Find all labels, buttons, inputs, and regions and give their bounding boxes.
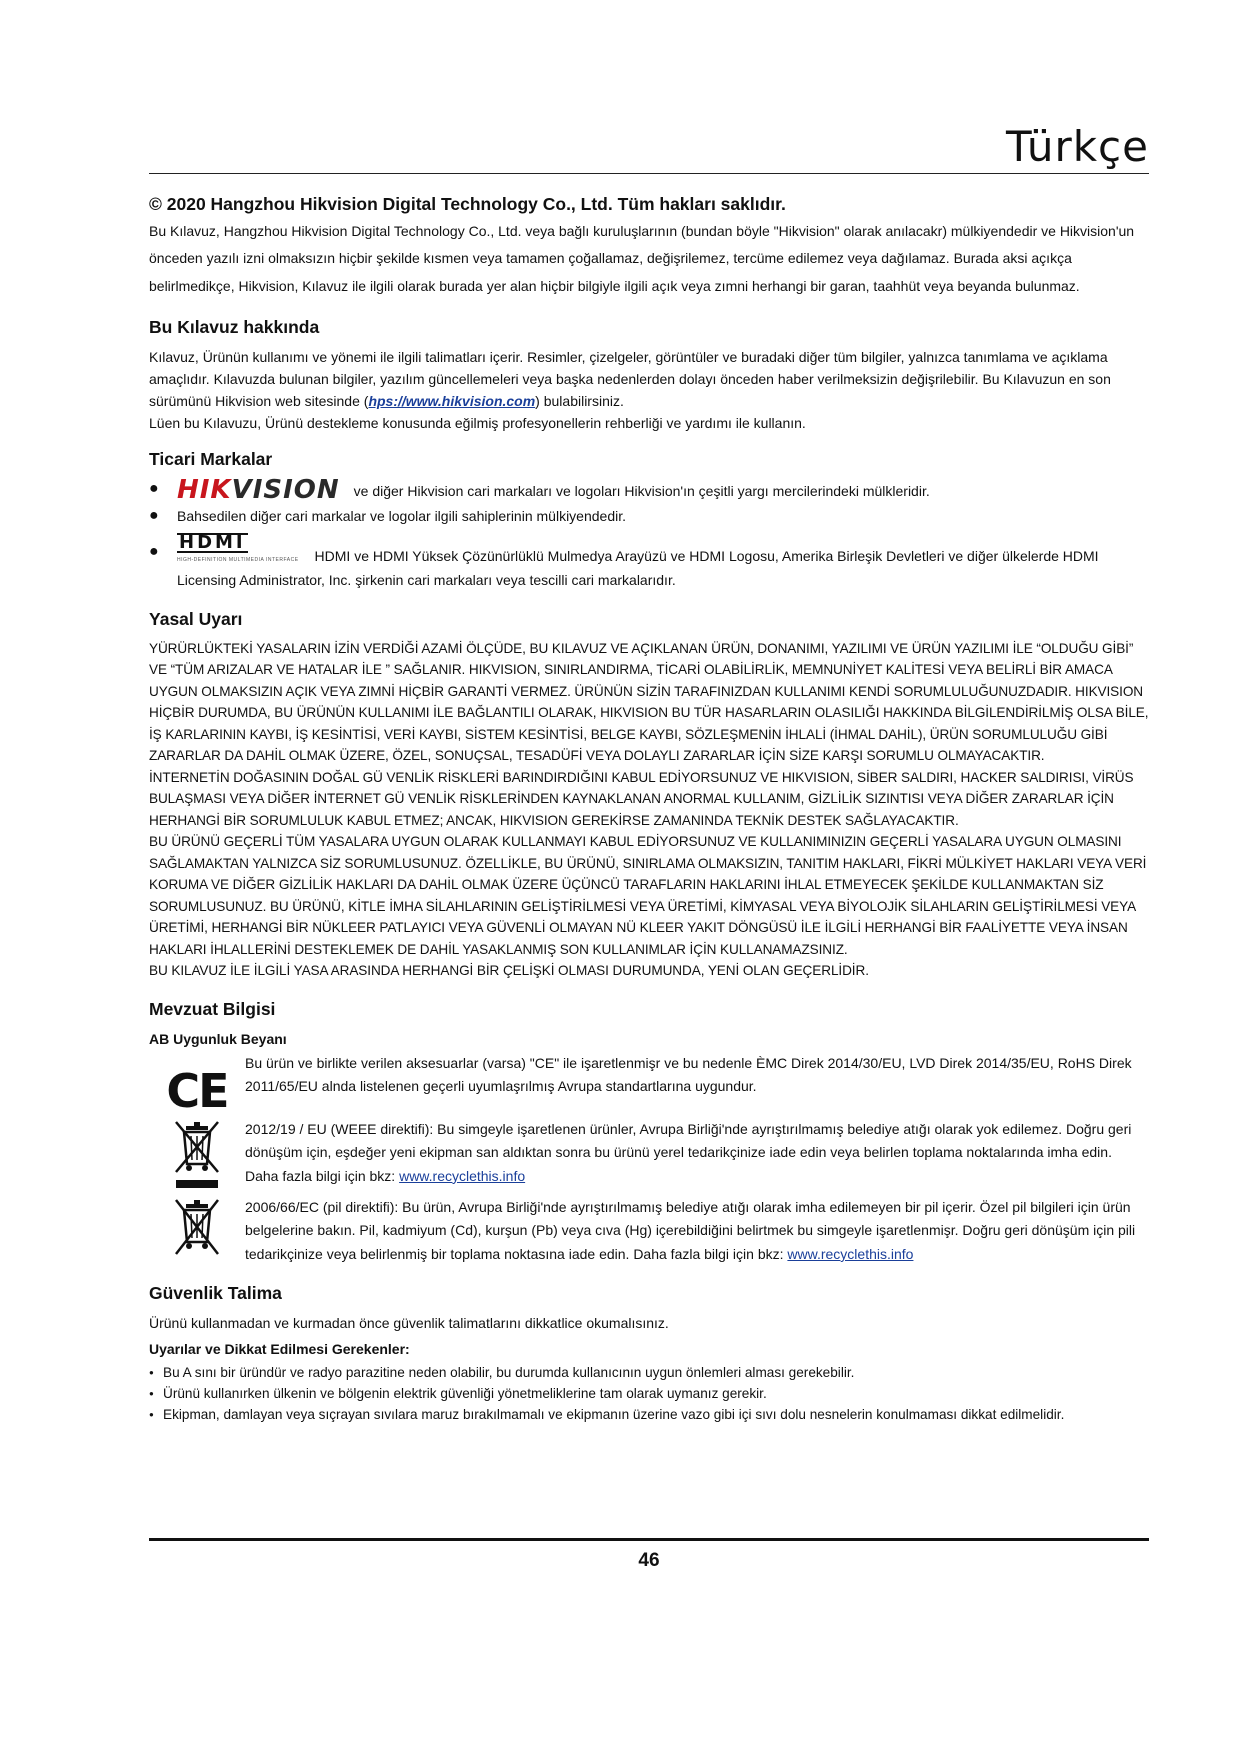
footer-divider — [149, 1538, 1149, 1541]
bullet-icon: ● — [149, 479, 159, 497]
about-text-before-link: Kılavuz, Ürünün kullanımı ve yönemi ile ilgili talimatları içerir. Resimler, çizelgeler, görüntüler ve buradaki diğer tüm bilgiler, yalnızca tanımlama ve açıklama amaçlıdır. Kılavuzda bulunan bilgiler, yazılım güncellemeleri veya başka nedenlerden dolayı önceden haber verilmeksizin değişrilebilir. Bu Kılavuzun en son sürümünü Hikvision web sitesinde ( — [149, 348, 1111, 409]
trademark-other-text: Bahsedilen diğer cari markalar ve logolar ilgili sahiplerinin mülkiyendedir. — [177, 507, 626, 524]
weee-declaration — [149, 1118, 1149, 1192]
bullet-icon: ● — [149, 506, 159, 524]
eu-conformity-heading: AB Uygunluk Beyanı — [149, 1030, 287, 1047]
hdmi-logo: HDMI HIGH-DEFINITION MULTIMEDIA INTERFACE — [177, 531, 299, 563]
weee-text: 2012/19 / EU (WEEE direktifi): Bu simgeyle işaretlenen ürünler, Avrupa Birliği'nde ayrıştırılmamış belediye atığı olarak yok edilemez. Doğru geri dönüşüm için, eşdeğer yeni ekipman san aldıktan sonra bu ürünü yerel tedarikçinize iade edin veya belirlen toplama noktalarında imha edin. Daha fazla bilgi için bkz: — [245, 1120, 1132, 1184]
page-number: 46 — [638, 1550, 660, 1571]
hikvision-logo: HIKVISION — [177, 474, 340, 505]
ce-text: Bu ürün ve birlikte verilen aksesuarlar (varsa) "CE" ile işaretlenmişr ve bu nedenle ÈMC Direk 2014/30/EU, LVD Direk 2014/35/EU, RoHS Direk 2011/65/EU alnda listelenen geçerli uyumlaşrılmış Avrupa standartlarına uygundur. — [245, 1054, 1132, 1095]
trademark-other — [149, 505, 1149, 527]
header-language: Türkçe — [1005, 122, 1149, 171]
copyright-body: Bu Kılavuz, Hangzhou Hikvision Digital Technology Co., Ltd. veya bağlı kuruluşlarının (bundan böyle "Hikvision" olarak anılacakr) mülkiyendedir ve Hikvision'un önceden yazılı izni olmaksızın hiçbir şekilde kısmen veya tamamen çoğallamaz, değişrilemez, tercüme edilemez veya dağılamaz. Burada aksi açıkça belirlmedikçe, Hikvision, Kılavuz ile ilgili olarak burada yer alan hiçbir bilgiyle ilgili açık veya zımni herhangi bir garan, taahhüt veya beyanda bulunmaz. — [149, 223, 1135, 294]
crossed-bin-battery-icon — [170, 1196, 224, 1262]
warnings-heading: Uyarılar ve Dikkat Edilmesi Gerekenler: — [149, 1341, 410, 1358]
trademark-hikvision — [149, 474, 1149, 505]
about-heading: Bu Kılavuz hakkında — [149, 316, 320, 337]
battery-text: 2006/66/EC (pil direktifi): Bu ürün, Avrupa Birliği'nde ayrıştırılmamış belediye atığı olarak imha edilemeyen bir pil içerir. Özel pil bilgileri için ürün belgelerine bakın. Pil, kadmiyum (Cd), kurşun (Pb) veya cıva (Hg) içerebildiğini belirtmek bu simgeyle işaretlenmişr. Doğru geri dönüşüm için pili tedarikçinize veya belirlenmiş bir toplama noktasına iade edin. Daha fazla bilgi için bkz: — [245, 1198, 1136, 1262]
weee-body — [245, 1118, 1149, 1189]
about-last-line: Lüen bu Kılavuzu, Ürünü destekleme konusunda eğilmiş profesyonellerin rehberliği ve yardımı ile kullanın. — [149, 414, 806, 431]
trademark-hikvision-text: ve diğer Hikvision cari markaları ve logoları Hikvision'ın çeşitli yargı mercilerindeki mülkleridir. — [353, 482, 930, 499]
trademark-hdmi — [149, 533, 1149, 592]
hdmi-trademark-body — [177, 533, 1149, 592]
list-item: ● Ekipman, damlayan veya sıçrayan sıvılara maruz bırakılmamalı ve ekipmanın üzerine vazo gibi içi sıvı dolu nesnelerin konulmaması dikkat edilmelidir. — [149, 1404, 1149, 1425]
warnings-list — [149, 1362, 1149, 1425]
battery-declaration — [149, 1196, 1149, 1267]
list-item: ● Bu A sını bir üründür ve radyo parazitine neden olabilir, bu durumda kullanıcının uygun önlemleri alması gerekebilir. — [149, 1362, 1149, 1383]
trademark-hdmi-text: HDMI ve HDMI Yüksek Çözünürlüklü Mulmedya Arayüzü ve HDMI Logosu, Amerika Birleşik Devletleri ve diğer ülkelerde HDMI Licensing Administrator, Inc. şirkenin cari markaları veya tescilli cari markalarıdır. — [177, 547, 1099, 588]
weee-recycle-link[interactable]: www.recyclethis.info — [399, 1167, 526, 1184]
safety-intro: Ürünü kullanmadan ve kurmadan önce güvenlik talimatlarını dikkatlice okumalısınız. — [149, 1315, 669, 1332]
regulatory-heading: Mevzuat Bilgisi — [149, 998, 276, 1019]
legal-paragraph-1: YÜRÜRLÜKTEKİ YASALARIN İZİN VERDİĞİ AZAMİ ÖLÇÜDE, BU KILAVUZ VE AÇIKLANAN ÜRÜN, DONANIMI, YAZILIMI VE ÜRÜN YAZILIMI İLE “OLDUĞU GİBİ” VE “TÜM ARIZALAR VE HATALAR İLE ” SAĞLANIR. HIKVISION, SINIRLANDIRMA, TİCARİ OLABİLİRLİK, MEMNUNİYET KALİTESİ VEYA BELİRLİ BİR AMACA UYGUN OLMAKSIZIN AÇIK VEYA ZIMNİ HİÇBİR GARANTİ VERMEZ. ÜRÜNÜN SİZİN TARAFINIZDAN KULLANIMI KENDİ SORUMLULUĞUNUZDADIR. HIKVISION HİÇBİR DURUMDA, BU ÜRÜNÜN KULLANIMI İLE BAĞLANTILI OLARAK, HIKVISION BU TÜR HASARLARIN OLASILIĞI HAKKINDA BİLGİLENDİRİLMİŞ OLSA BİLE, İŞ KARLARININ KAYBI, İŞ KESİNTİSİ, VERİ KAYBI, SİSTEM KESİNTİSİ, BELGE KAYBI, SÖZLEŞMENİN İHLALİ (İHMAL DAHİL), ÜRÜN SORUMLULUĞU GİBİ ZARARLAR DA DAHİL OLMAK ÜZERE, ÖZEL, SONUÇSAL, TESADÜFİ VEYA DOLAYLI ZARARLAR İÇİN SİZE KARŞI SORUMLU OLMAYACAKTIR. — [149, 640, 1149, 764]
hikvision-website-link[interactable]: hps://www.hikvision.com — [368, 392, 536, 409]
bullet-icon: ● — [149, 542, 159, 560]
trademarks-heading: Ticari Markalar — [149, 448, 273, 469]
about-text-after-link: ) bulabilirsiniz. — [535, 392, 624, 409]
list-item: ● Ürünü kullanırken ülkenin ve bölgenin elektrik güvenliği yönetmeliklerine tam olarak uymanız gerekir. — [149, 1383, 1149, 1404]
crossed-bin-icon — [170, 1118, 224, 1192]
battery-body — [245, 1196, 1149, 1267]
legal-paragraph-4: BU KILAVUZ İLE İLGİLİ YASA ARASINDA HERHANGİ BİR ÇELİŞKİ OLMASI DURUMUNDA, YENİ OLAN GEÇERLİDİR. — [149, 963, 869, 979]
about-body — [149, 346, 1149, 412]
document-content — [149, 190, 1149, 1425]
legal-heading: Yasal Uyarı — [149, 608, 243, 629]
legal-paragraph-2: İNTERNETİN DOĞASININ DOĞAL GÜ VENLİK RİSKLERİ BARINDIRDIĞINI KABUL EDİYORSUNUZ VE HIKVISION, SİBER SALDIRI, HACKER SALDIRISI, VİRÜS BULAŞMASI VEYA DİĞER İNTERNET GÜ VENLİK RİSKLERİNDEN KAYNAKLANAN ANORMAL KULLANIM, GİZLİLİK SIZINTISI VEYA DİĞER ZARARLAR İÇİN HERHANGİ BİR SORUMLULUK KABUL ETMEZ; ANCAK, HIKVISION GEREKİRSE ZAMANINDA TEKNİK DESTEK SAĞLAYACAKTIR. — [149, 769, 1134, 828]
ce-declaration — [149, 1052, 1149, 1118]
header-divider — [149, 173, 1149, 174]
legal-paragraph-3: BU ÜRÜNÜ GEÇERLİ TÜM YASALARA UYGUN OLARAK KULLANMAYI KABUL EDİYORSUNUZ VE KULLANIMINIZIN GEÇERLİ YASALARA UYGUN OLMASINI SAĞLAMAKTAN YALNIZCA SİZ SORUMLUSUNUZ. ÖZELLİKLE, BU ÜRÜNÜ, SINIRLAMA OLMAKSIZIN, TANITIM HAKLARI, FİKRİ MÜLKİYET HAKLARI VEYA VERİ KORUMA VE DİĞER GİZLİLİK HAKLARI DA DAHİL OLMAK ÜZERE ÜÇÜNCÜ TARAFLARIN HAKLARINI İHLAL ETMEYECEK ŞEKİLDE KULLANMAKTAN SİZ SORUMLUSUNUZ. BU ÜRÜNÜ, KİTLE İMHA SİLAHLARININ GELİŞTİRİLMESİ VEYA ÜRETİMİ, KİMYASAL VEYA BİYOLOJİK SİLAHLARIN GELİŞTİRİLMESİ VEYA ÜRETİMİ, HERHANGİ BİR NÜKLEER PATLAYICI VEYA GÜVENLİ OLMAYAN NÜ KLEER YAKIT DÖNGÜSÜ İLE İLGİLİ HERHANGİ BİR FAALİYETTE VEYA İNSAN HAKLARI İHLALLERİNİ DESTEKLEMEK DE DAHİL YASAKLANMIŞ SON KULLANIMLAR İÇİN KULLANAMAZSINIZ. — [149, 834, 1147, 957]
copyright-title: © 2020 Hangzhou Hikvision Digital Technology Co., Ltd. Tüm hakları saklıdır. — [149, 194, 786, 214]
ce-mark-icon: CE — [166, 1063, 228, 1118]
battery-recycle-link[interactable]: www.recyclethis.info — [787, 1245, 914, 1262]
safety-heading: Güvenlik Talima — [149, 1283, 282, 1304]
